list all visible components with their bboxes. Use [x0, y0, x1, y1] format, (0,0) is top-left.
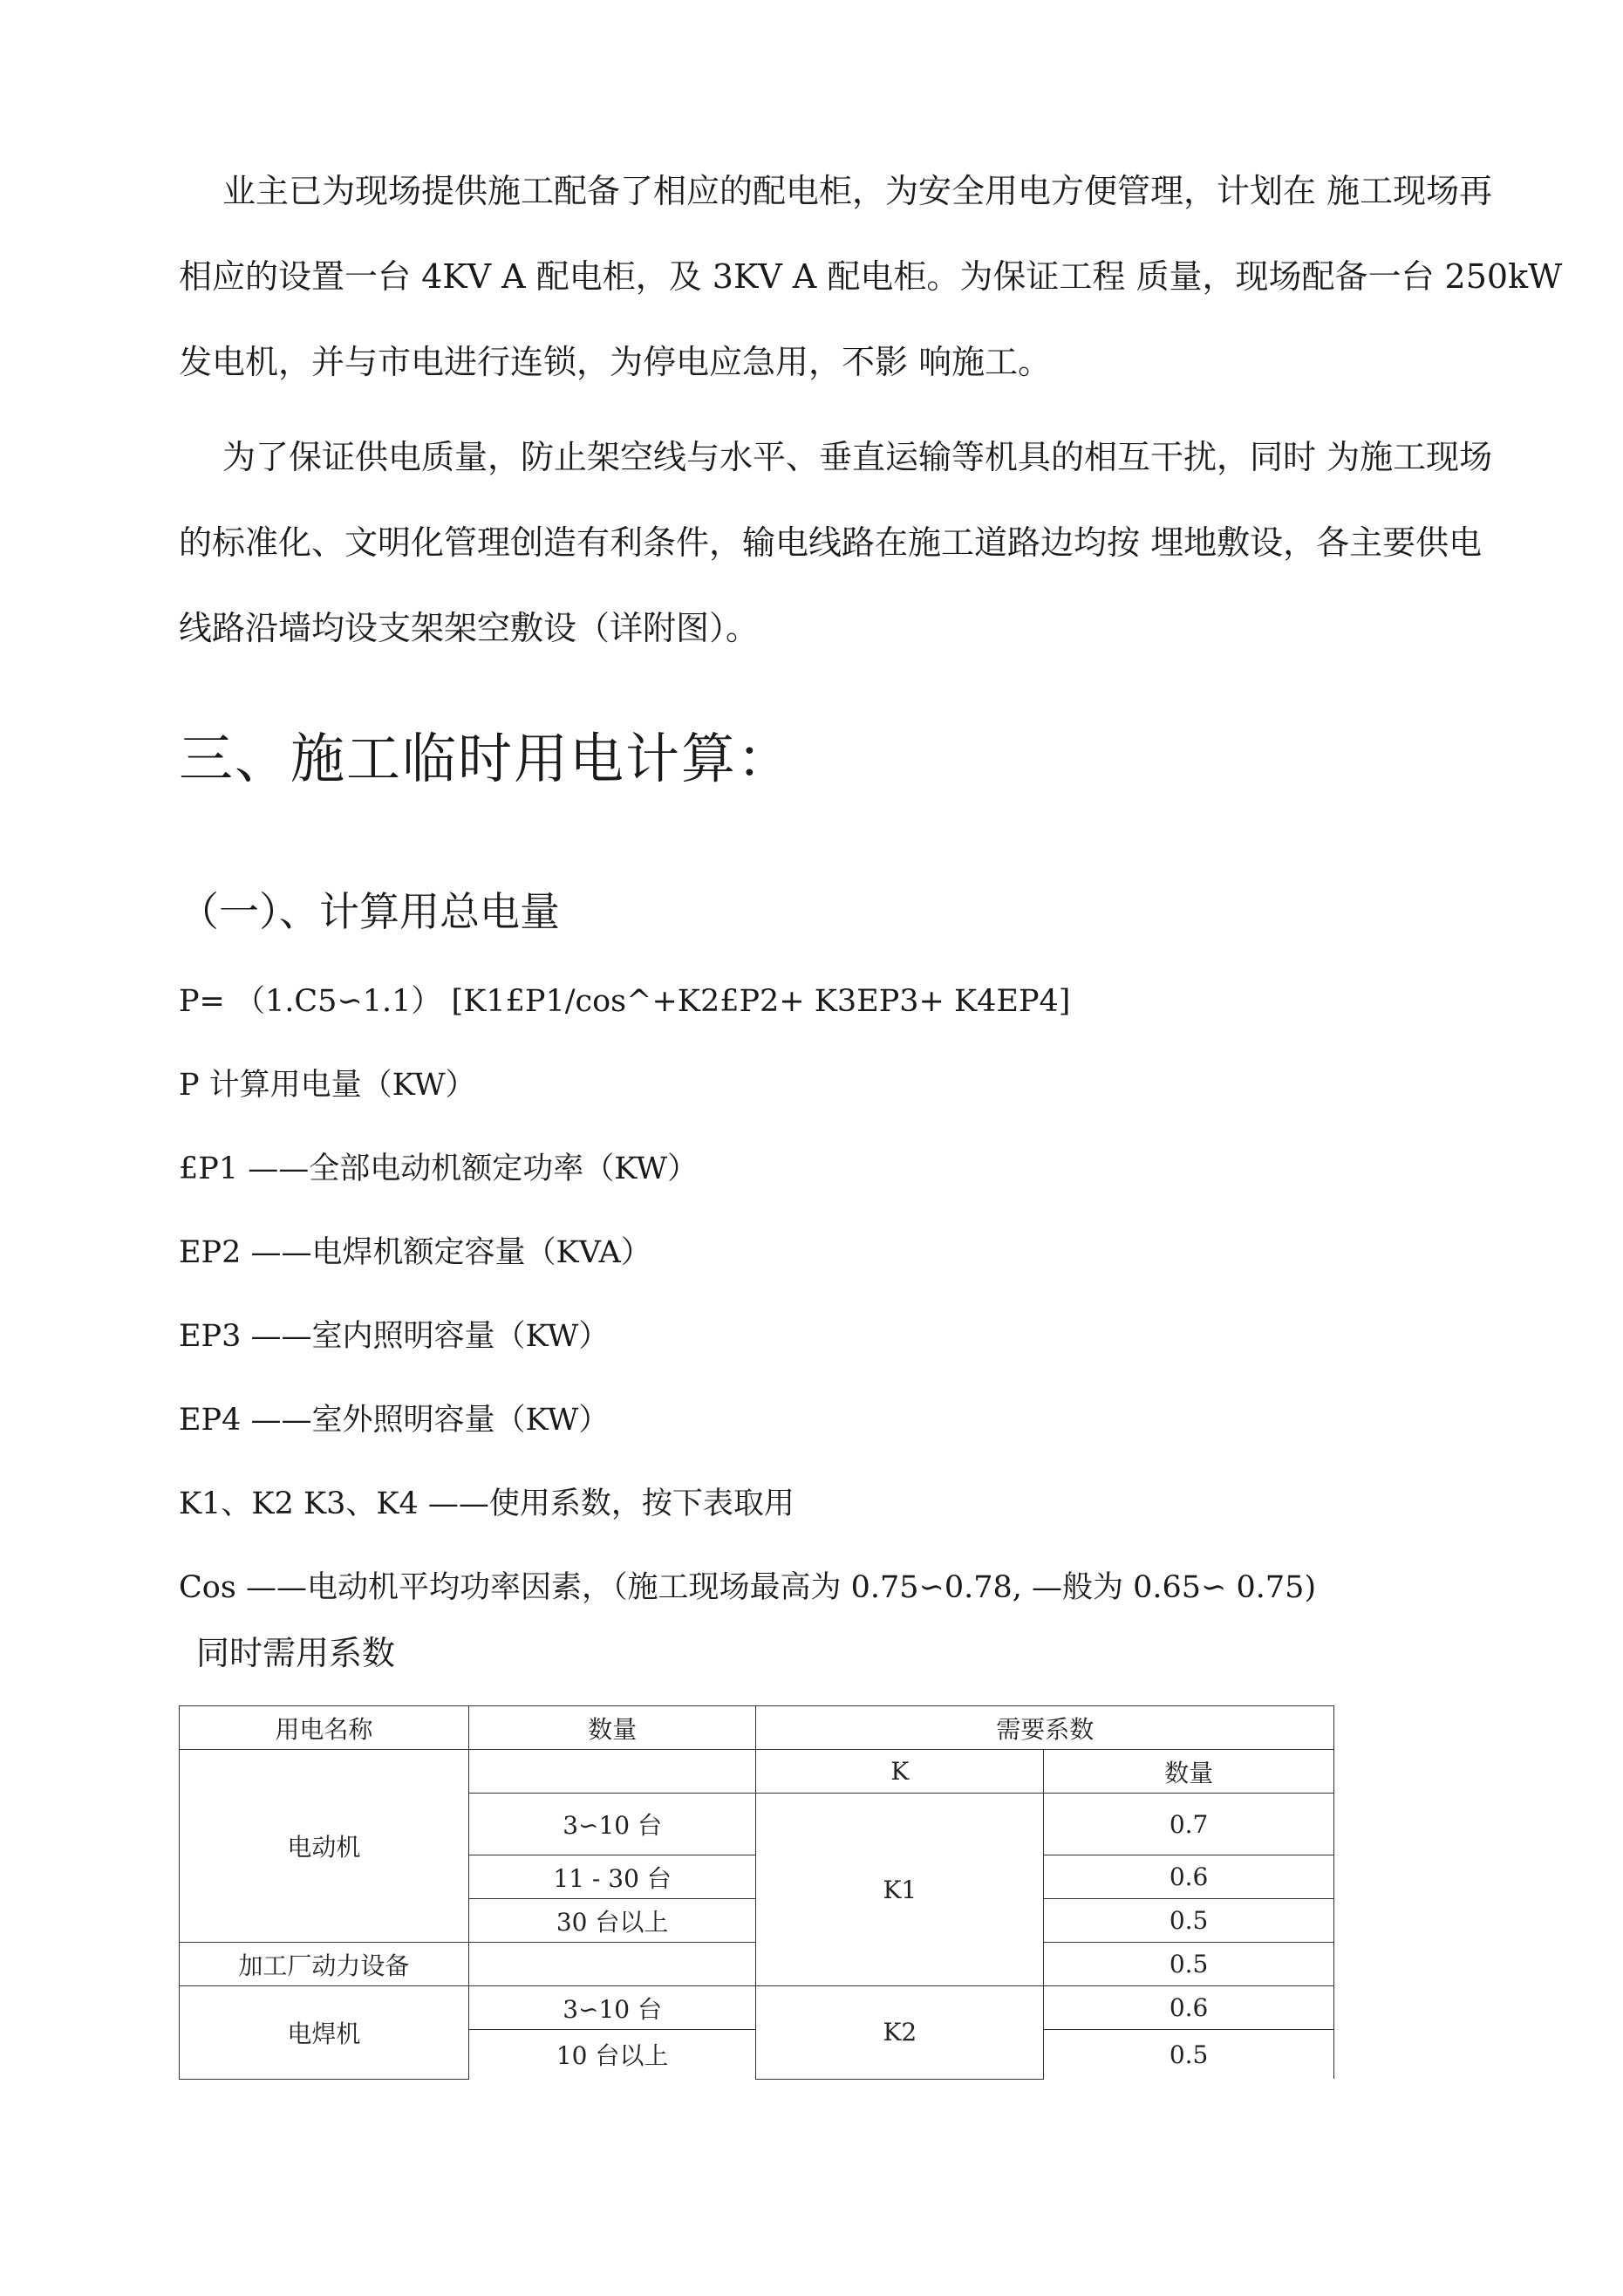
table-cell: 3∽10 台	[468, 1986, 756, 2030]
table-cell: 0.7	[1044, 1794, 1334, 1855]
subsection-title: （一）、计算用总电量	[179, 888, 560, 935]
definition-list	[179, 960, 1316, 1630]
paragraph-wiring	[179, 414, 1596, 671]
table-cell: 电焊机	[180, 1986, 469, 2080]
paragraph-line: 相应的设置一台 4KV A 配电柜，及 3KV A 配电柜。为保证工程 质量，现场配备一台 250kW	[179, 257, 1563, 296]
table-cell: 30 台以上	[468, 1899, 756, 1943]
table-row	[180, 1986, 1334, 2030]
paragraph-line: 业主已为现场提供施工配备了相应的配电柜，为安全用电方便管理，计划在 施工现场再	[222, 172, 1493, 210]
definition-item: P 计算用电量（KW）	[179, 1068, 476, 1103]
table-cell: 3∽10 台	[468, 1794, 756, 1855]
header-cell: 数量	[468, 1706, 756, 1750]
table-cell: 0.6	[1044, 1986, 1334, 2030]
table-cell: 0.5	[1044, 2030, 1334, 2080]
definition-item: Cos ——电动机平均功率因素，（施工现场最高为 0.75∽0.78, —般为 0.65∽ 0.75)	[179, 1570, 1317, 1605]
table-cell: 0.5	[1044, 1943, 1334, 1986]
paragraph-line: 为了保证供电质量，防止架空线与水平、垂直运输等机具的相互干扰，同时 为施工现场	[222, 438, 1493, 476]
paragraph-line: 线路沿墙均设支架架空敷设（详附图）。	[179, 609, 760, 647]
table-cell: 11 - 30 台	[468, 1855, 756, 1899]
table-cell	[468, 1943, 756, 1986]
section-title: 三、施工临时用电计算：	[179, 727, 794, 790]
definition-item: K1、K2 K3、K4 ——使用系数，按下表取用	[179, 1486, 794, 1521]
table-cell: 0.6	[1044, 1855, 1334, 1899]
definition-item: EP3 ——室内照明容量（KW）	[179, 1319, 610, 1354]
header-cell: K	[756, 1750, 1044, 1794]
table-row	[180, 1750, 1334, 1794]
table-cell: K2	[756, 1986, 1044, 2080]
table-cell: 10 台以上	[468, 2030, 756, 2080]
table-cell: K1	[756, 1794, 1044, 1986]
table-cell: 电动机	[180, 1750, 469, 1943]
formula-line: P= （1.C5∽1.1） [K1£P1/cos^+K2£P2+ K3EP3+ K4EP4]	[179, 984, 1071, 1019]
table-header-row	[180, 1706, 1334, 1750]
demand-coefficient-table	[179, 1705, 1334, 2080]
header-cell: 需要系数	[756, 1706, 1334, 1750]
definition-item: £P1 ——全部电动机额定功率（KW）	[179, 1151, 699, 1186]
paragraph-line: 的标准化、文明化管理创造有利条件，输电线路在施工道路边均按 埋地敷设，各主要供电	[179, 523, 1483, 562]
table-cell	[468, 1750, 756, 1794]
definition-item: EP2 ——电焊机额定容量（KVA）	[179, 1235, 651, 1270]
table-cell: 0.5	[1044, 1899, 1334, 1943]
paragraph-power-supply	[179, 148, 1596, 405]
table-cell: 加工厂动力设备	[180, 1943, 469, 1986]
paragraph-line: 发电机，并与市电进行连锁，为停电应急用，不影 响施工。	[179, 343, 1052, 381]
header-cell: 用电名称	[180, 1706, 469, 1750]
header-cell: 数量	[1044, 1750, 1334, 1794]
definition-item: EP4 ——室外照明容量（KW）	[179, 1403, 610, 1438]
table-caption: 同时需用系数	[196, 1634, 396, 1672]
